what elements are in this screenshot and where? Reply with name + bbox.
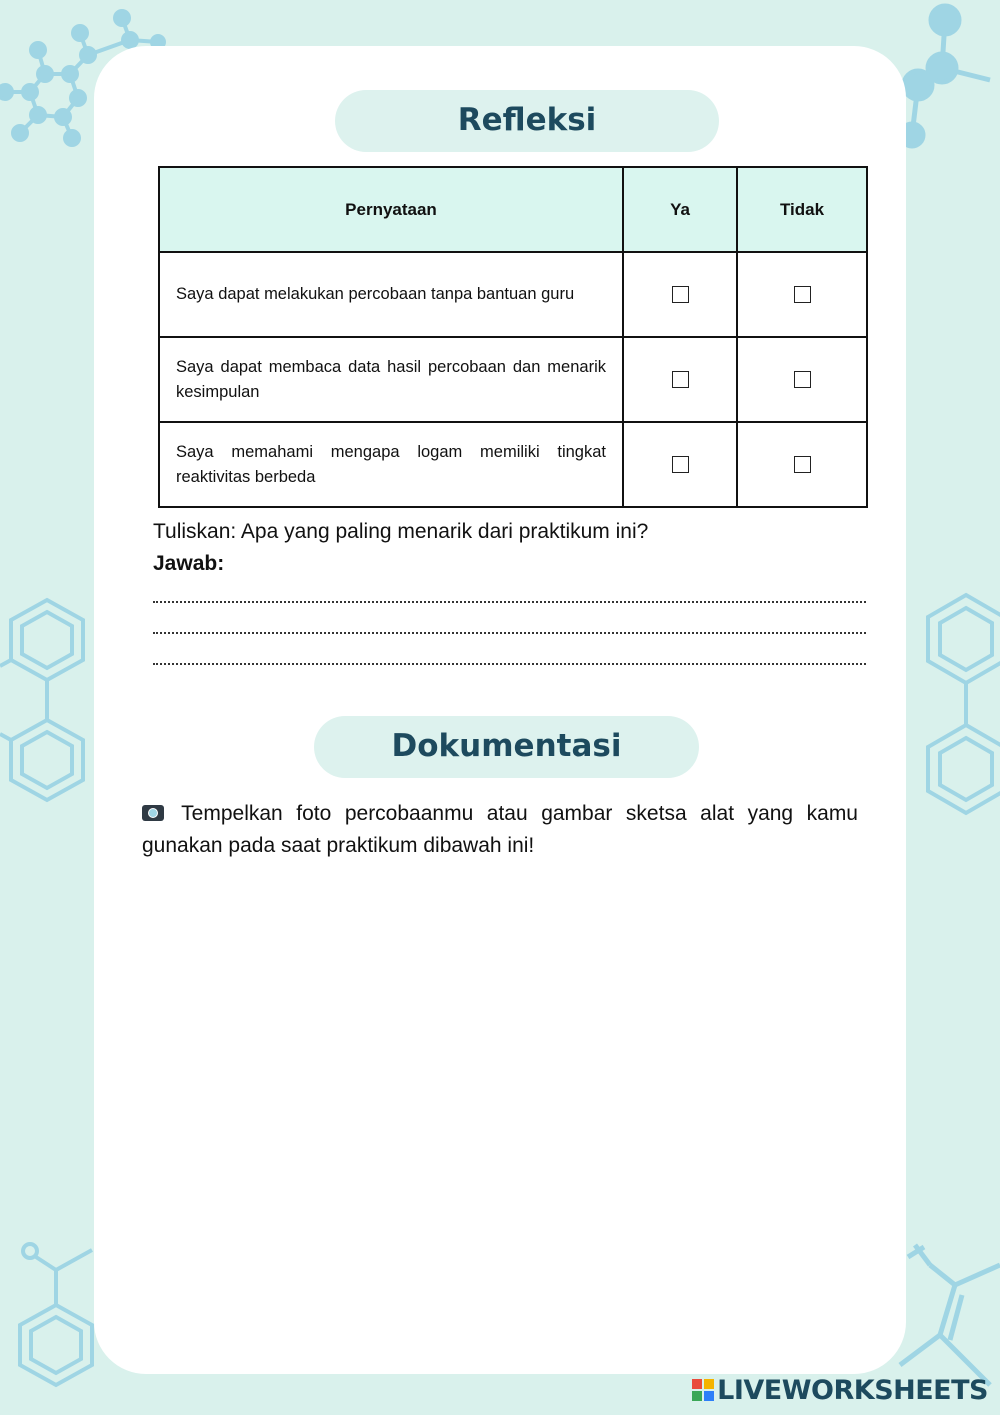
liveworksheets-logo[interactable]: [692, 1375, 988, 1406]
documentation-title: Dokumentasi: [314, 716, 699, 778]
tidak-cell: [737, 337, 867, 422]
answer-line-1[interactable]: [153, 601, 866, 603]
tidak-checkbox[interactable]: [794, 456, 811, 473]
tidak-checkbox[interactable]: [794, 286, 811, 303]
benzene-right-decoration: [920, 590, 1000, 820]
ya-cell: [623, 252, 737, 337]
tidak-cell: [737, 252, 867, 337]
liveworksheets-brand-text: LIVEWORKSHEETS: [717, 1375, 988, 1406]
tidak-checkbox[interactable]: [794, 371, 811, 388]
statement-cell: Saya dapat membaca data hasil percobaan dan menarik kesimpulan: [159, 337, 623, 422]
reflection-title: Refleksi: [335, 90, 719, 152]
instruction-text: Tempelkan foto percobaanmu atau gambar sketsa alat yang kamu gunakan pada saat praktikum dibawah ini!: [142, 802, 858, 857]
header-ya: Ya: [623, 167, 737, 252]
camera-icon: [142, 805, 164, 821]
reflection-table: [158, 166, 868, 508]
header-statement: Pernyataan: [159, 167, 623, 252]
benzene-left-decoration: [0, 590, 100, 820]
statement-cell: Saya dapat melakukan percobaan tanpa bantuan guru: [159, 252, 623, 337]
answer-line-2[interactable]: [153, 632, 866, 634]
molecule-top-right-decoration: [890, 0, 1000, 160]
reflection-question: Tuliskan: Apa yang paling menarik dari praktikum ini?: [153, 520, 649, 543]
ya-checkbox[interactable]: [672, 286, 689, 303]
table-row: [159, 422, 867, 507]
answer-line-3[interactable]: [153, 663, 866, 665]
table-row: [159, 252, 867, 337]
molecule-bottom-left-decoration: [0, 1235, 100, 1415]
table-header-row: [159, 167, 867, 252]
ya-cell: [623, 422, 737, 507]
ya-cell: [623, 337, 737, 422]
ya-checkbox[interactable]: [672, 371, 689, 388]
table-row: [159, 337, 867, 422]
tidak-cell: [737, 422, 867, 507]
answer-label: Jawab:: [153, 552, 225, 575]
statement-cell: Saya memahami mengapa logam memiliki tingkat reaktivitas berbeda: [159, 422, 623, 507]
documentation-instruction: [142, 798, 858, 862]
ya-checkbox[interactable]: [672, 456, 689, 473]
liveworksheets-logo-icon: [692, 1379, 714, 1401]
header-tidak: Tidak: [737, 167, 867, 252]
